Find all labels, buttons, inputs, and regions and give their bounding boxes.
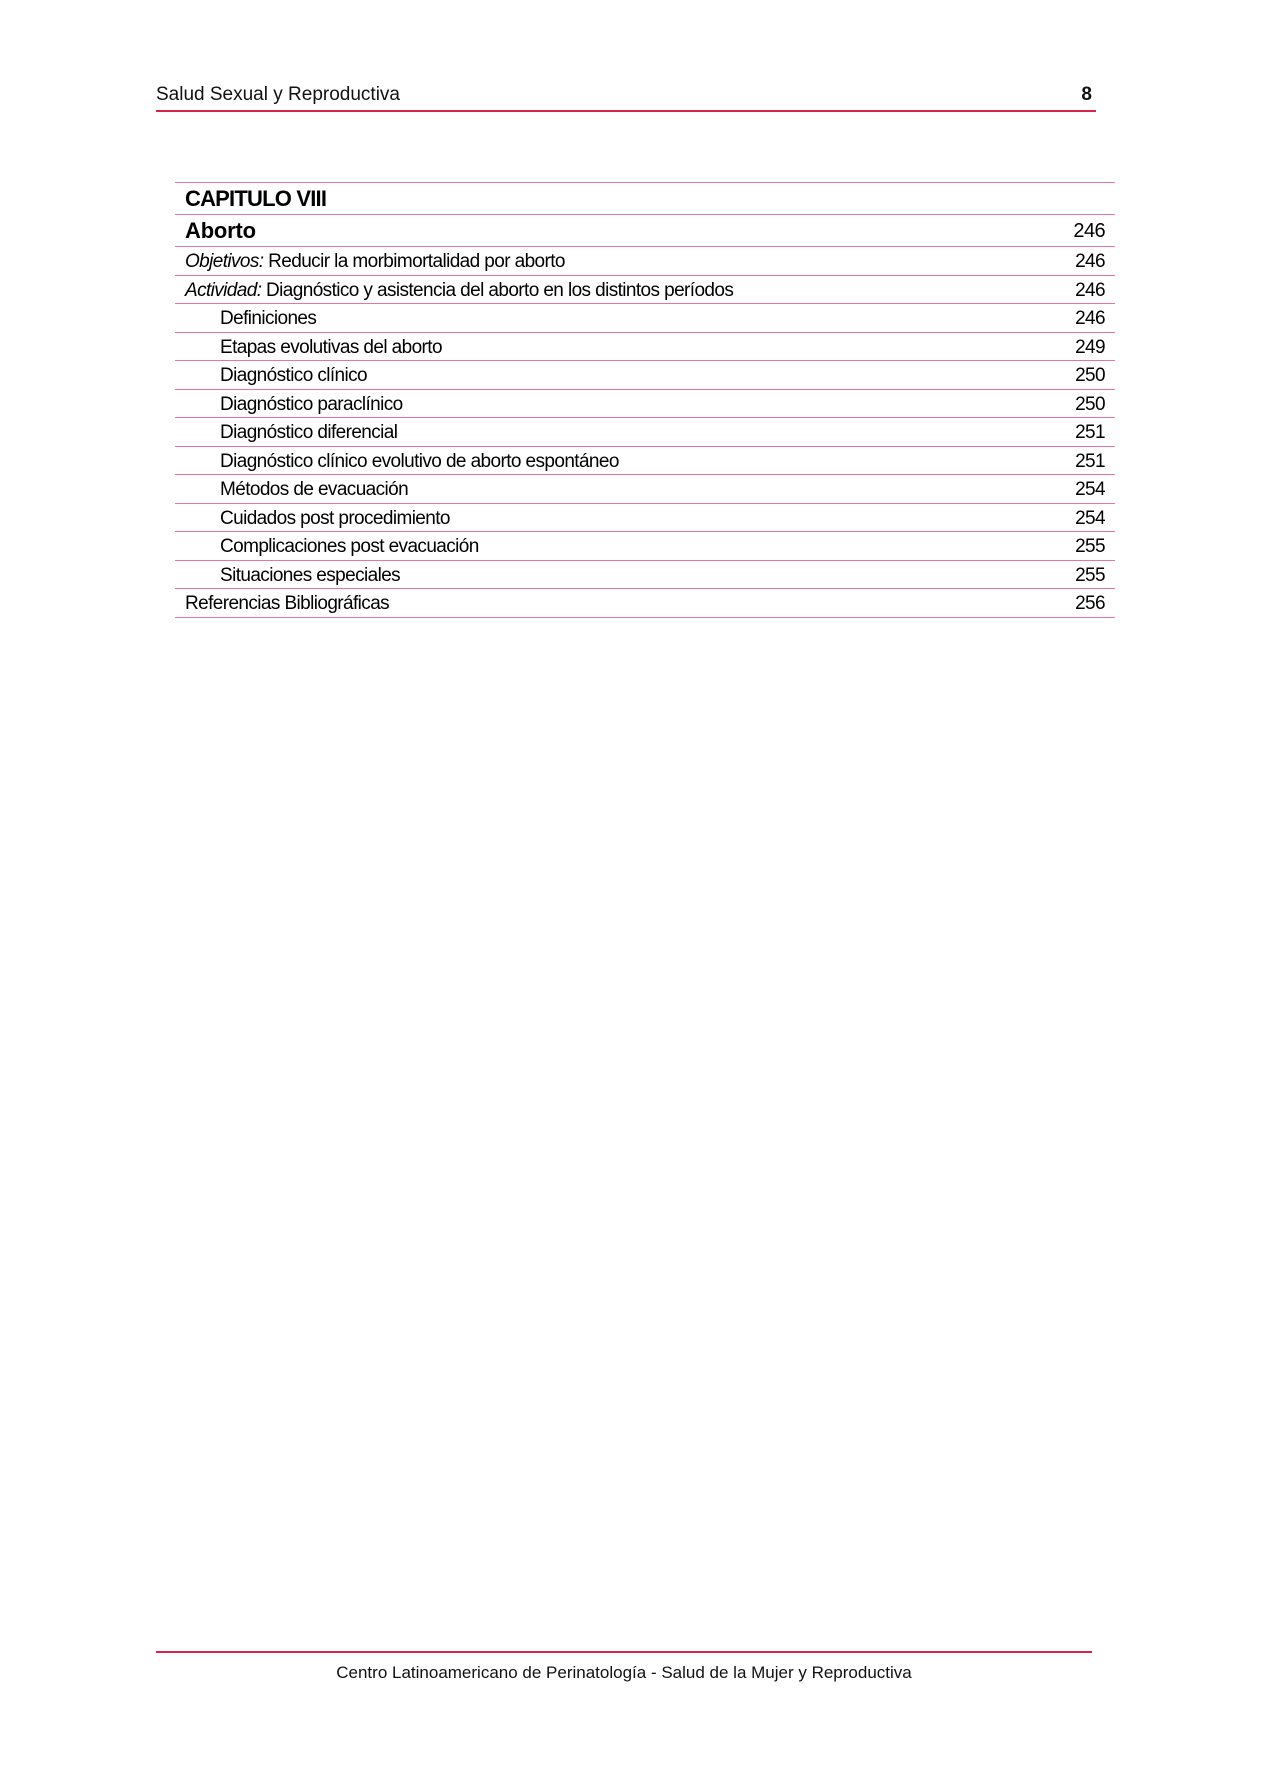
objetivos-prefix: Objetivos: xyxy=(185,251,264,272)
toc-item-page: 251 xyxy=(1075,422,1105,443)
toc-item-label: Complicaciones post evacuación xyxy=(220,536,479,557)
toc-item-row[interactable] xyxy=(175,361,1115,390)
toc-item-row[interactable] xyxy=(175,561,1115,590)
toc-item-row[interactable] xyxy=(175,333,1115,362)
toc-item-row[interactable] xyxy=(175,532,1115,561)
page-footer xyxy=(156,1651,1092,1682)
footer-text: Centro Latinoamericano de Perinatología - Salud de la Mujer y Reproductiva xyxy=(336,1663,912,1682)
objetivos-text: Reducir la morbimortalidad por aborto xyxy=(263,251,565,272)
toc-item-label: Diagnóstico diferencial xyxy=(220,422,398,443)
page-header xyxy=(156,84,1096,112)
actividad-prefix: Actividad: xyxy=(185,279,262,301)
section-page: 246 xyxy=(1073,220,1105,242)
references-label: Referencias Bibliográficas xyxy=(185,593,390,614)
toc-item-page: 251 xyxy=(1075,450,1105,472)
toc-item-label: Diagnóstico clínico xyxy=(220,365,368,386)
toc-item-row[interactable] xyxy=(175,418,1115,447)
toc-item-page: 254 xyxy=(1075,479,1105,500)
toc-item-page: 249 xyxy=(1075,336,1105,358)
toc-item-row[interactable] xyxy=(175,504,1115,533)
toc-chapter-row xyxy=(175,183,1115,215)
toc-item-row[interactable] xyxy=(175,390,1115,419)
actividad-page: 246 xyxy=(1075,279,1105,301)
toc-item-page: 254 xyxy=(1075,507,1105,529)
chapter-title: CAPITULO VIII xyxy=(185,186,327,211)
objetivos-page: 246 xyxy=(1075,251,1105,272)
toc-item-page: 246 xyxy=(1075,308,1105,329)
toc-references-row[interactable] xyxy=(175,589,1115,618)
section-title: Aborto xyxy=(185,218,256,243)
toc-item-page: 255 xyxy=(1075,564,1105,586)
toc-item-label: Diagnóstico clínico evolutivo de aborto espontáneo xyxy=(220,450,619,472)
page-number: 8 xyxy=(1081,84,1092,105)
toc-item-row[interactable] xyxy=(175,304,1115,333)
toc-item-label: Situaciones especiales xyxy=(220,564,401,586)
toc-actividad-row[interactable] xyxy=(175,276,1115,305)
toc-section-row[interactable] xyxy=(175,215,1115,247)
objetivos-entry xyxy=(185,248,565,276)
toc-item-label: Cuidados post procedimiento xyxy=(220,507,450,529)
actividad-text: Diagnóstico y asistencia del aborto en los distintos períodos xyxy=(261,279,734,301)
toc-item-page: 250 xyxy=(1075,393,1105,415)
toc-item-label: Diagnóstico paraclínico xyxy=(220,393,403,415)
toc-item-page: 255 xyxy=(1075,536,1105,557)
actividad-entry xyxy=(185,277,733,305)
toc-item-page: 250 xyxy=(1075,365,1105,386)
running-title: Salud Sexual y Reproductiva xyxy=(156,84,400,105)
toc-item-row[interactable] xyxy=(175,475,1115,504)
toc-item-row[interactable] xyxy=(175,447,1115,476)
toc-item-label: Definiciones xyxy=(220,308,317,329)
toc-item-label: Etapas evolutivas del aborto xyxy=(220,336,442,358)
toc-item-label: Métodos de evacuación xyxy=(220,479,409,500)
references-page: 256 xyxy=(1075,593,1105,614)
table-of-contents xyxy=(175,182,1115,618)
toc-objetivos-row[interactable] xyxy=(175,247,1115,276)
